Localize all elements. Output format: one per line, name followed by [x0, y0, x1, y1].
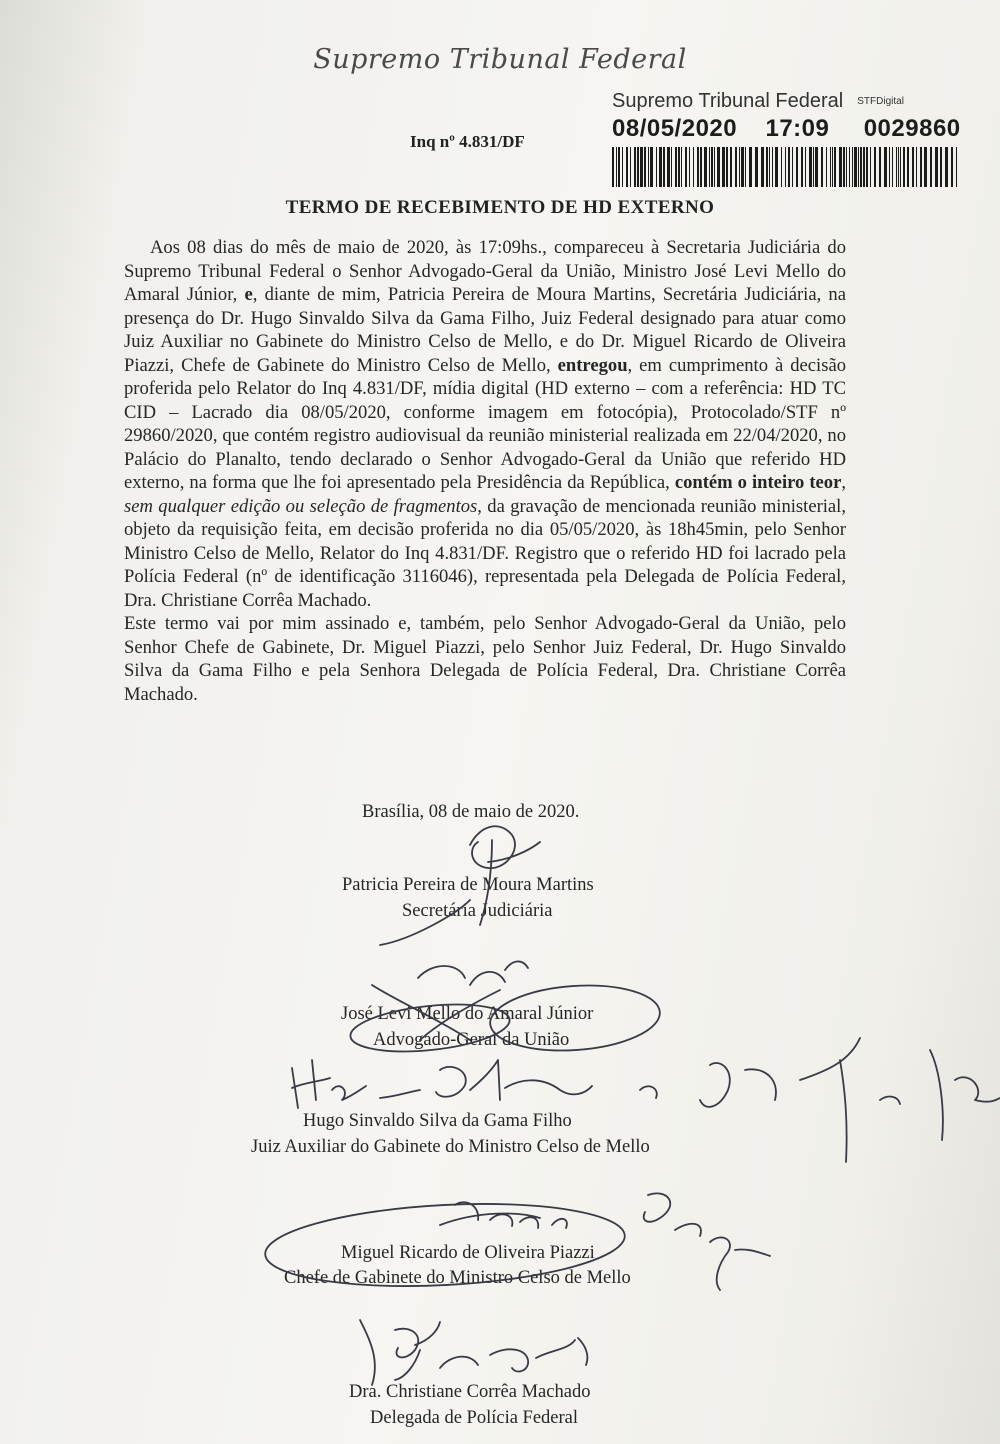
barcode-bar — [711, 147, 713, 187]
barcode-bar — [663, 147, 665, 187]
barcode-bar — [717, 147, 720, 187]
stamp-court: Supremo Tribunal Federal — [612, 90, 844, 112]
barcode-bar — [924, 147, 927, 187]
signature-5-scribble-icon — [360, 1320, 375, 1385]
barcode-bar — [834, 147, 836, 187]
barcode-bar — [801, 147, 803, 187]
barcode-bar — [852, 147, 853, 187]
barcode-bar — [634, 147, 636, 187]
barcode-bar — [612, 147, 614, 187]
barcode-bar — [940, 147, 942, 187]
barcode-bar — [858, 147, 859, 187]
signatory-role: Juiz Auxiliar do Gabinete do Ministro Celso de Mello — [251, 1137, 650, 1157]
barcode-bar — [945, 147, 948, 187]
barcode-bar — [821, 147, 823, 187]
barcode-bar — [659, 147, 662, 187]
barcode-bar — [741, 147, 744, 187]
stamp-system: STFDigital — [857, 96, 904, 108]
barcode-bar — [689, 147, 690, 187]
signatory-name: Miguel Ricardo de Oliveira Piazzi — [341, 1243, 595, 1263]
barcode-bar — [884, 147, 887, 187]
inquiry-number: Inq nº 4.831/DF — [410, 132, 525, 151]
barcode-bar — [956, 147, 957, 187]
barcode-bar — [735, 147, 737, 187]
barcode-bar — [912, 147, 914, 187]
signatory-role: Delegada de Polícia Federal — [370, 1408, 579, 1428]
barcode-bar — [671, 147, 672, 187]
signatory-name: Patricia Pereira de Moura Martins — [342, 875, 594, 895]
barcode-bar — [675, 147, 677, 187]
barcode-bar — [772, 147, 773, 187]
barcode-bar — [739, 147, 740, 187]
signature-5-icon — [395, 1322, 587, 1380]
barcode-icon — [612, 147, 957, 187]
barcode-bar — [854, 147, 857, 187]
barcode-bar — [813, 147, 814, 187]
barcode-bar — [709, 147, 710, 187]
signatory-name: José Levi Mello do Amaral Júnior — [341, 1004, 594, 1024]
signatory-role: Advogado-Geral da União — [373, 1030, 570, 1050]
barcode-bar — [697, 147, 699, 187]
barcode-bar — [935, 147, 938, 187]
barcode-bar — [903, 147, 905, 187]
barcode-bar — [761, 147, 764, 187]
barcode-bar — [898, 147, 899, 187]
barcode-bar — [896, 147, 897, 187]
barcode-bar — [809, 147, 812, 187]
signatory-role: Secretária Judiciária — [402, 901, 553, 921]
place-date: Brasília, 08 de maio de 2020. — [362, 802, 580, 822]
barcode-bar — [863, 147, 865, 187]
barcode-bar — [781, 147, 782, 187]
barcode-bar — [650, 147, 653, 187]
barcode-bar — [616, 147, 617, 187]
barcode-bar — [722, 147, 725, 187]
barcode-bar — [755, 147, 758, 187]
barcode-bar — [681, 147, 682, 187]
stamp-date: 08/05/2020 — [612, 115, 738, 142]
barcode-bar — [630, 147, 631, 187]
barcode-bar — [843, 147, 845, 187]
signature-2-icon — [372, 961, 528, 1040]
barcode-bar — [766, 147, 768, 187]
barcode-bar — [667, 147, 670, 187]
barcode-bar — [796, 147, 798, 187]
barcode-bar — [930, 147, 932, 187]
barcode-bar — [892, 147, 893, 187]
court-letterhead: Supremo Tribunal Federal — [313, 44, 687, 75]
barcode-bar — [714, 147, 715, 187]
stamp-number: 0029860 — [863, 115, 961, 142]
body-paragraph-2: Este termo vai por mim assinado e, também, pelo Senhor Advogado-Geral da União, pelo Senhor Chefe de Gabinete, Dr. Miguel Piazzi, pelo Senhor Juiz Federal, Dr. Hugo Sinvaldo Silva da Gama Filho e pela Senhora Delegada de Polícia Federal, Dra. Christiane Corrêa Machado. — [124, 613, 846, 705]
barcode-bar — [815, 147, 818, 187]
barcode-bar — [685, 147, 687, 187]
barcode-bar — [792, 147, 793, 187]
barcode-bar — [874, 147, 876, 187]
barcode-bar — [785, 147, 786, 187]
barcode-bar — [769, 147, 770, 187]
barcode-bar — [879, 147, 881, 187]
protocol-stamp — [612, 90, 961, 187]
barcode-bar — [648, 147, 649, 187]
signatory-name: Dra. Christiane Corrêa Machado — [349, 1382, 591, 1402]
barcode-bar — [749, 147, 752, 187]
barcode-bar — [726, 147, 728, 187]
barcode-bar — [644, 147, 646, 187]
barcode-bar — [951, 147, 953, 187]
barcode-bar — [889, 147, 890, 187]
barcode-bar — [693, 147, 694, 187]
barcode-bar — [870, 147, 871, 187]
barcode-bar — [907, 147, 909, 187]
barcode-bar — [860, 147, 862, 187]
barcode-bar — [637, 147, 639, 187]
barcode-bar — [920, 147, 922, 187]
barcode-bar — [830, 147, 831, 187]
barcode-bar — [788, 147, 790, 187]
body-paragraph-1: Aos 08 dias do mês de maio de 2020, às 17:09hs., compareceu à Secretaria Judiciária do Supremo Tribunal Federal o Senhor Advogado-Geral da União, Ministro José Levi Mello do Amaral Júnior, e, diante de mim, Patricia Pereira de Moura Martins, Secretária Judiciária, na presença do Dr. Hugo Sinvaldo Silva da Gama Filho, Juiz Federal designado para atuar como Juiz Auxiliar no Gabinete do Ministro Celso de Mello, e do Dr. Miguel Ricardo de Oliveira Piazzi, Chefe de Gabinete do Ministro Celso de Mello, entregou, em cumprimento à decisão proferida pelo Relator do Inq 4.831/DF, mídia digital (HD externo – com a referência: HD TC CID – Lacrado dia 08/05/2020, conforme imagem em fotocópia), Protocolado/STF nº 29860/2020, que contém registro audiovisual da reunião ministerial realizada em 22/04/2020, no Palácio do Planalto, tendo declarado o Senhor Advogado-Geral da União que referido HD externo, na forma que lhe foi apresentado pela Presidência da República, contém o inteiro teor, sem qualquer edição ou seleção de fragmentos, da gravação de mencionada reunião ministerial, objeto da requisição feita, em decisão proferida no dia 05/05/2020, às 18h45min, pelo Senhor Ministro Celso de Mello, Relator do Inq 4.831/DF. Registro que o referido HD foi lacrado pela Polícia Federal (nº de identificação 3116046), representada pela Delegada de Polícia Federal, Dra. Christiane Corrêa Machado. — [124, 237, 846, 611]
barcode-bar — [849, 147, 850, 187]
signatory-name: Hugo Sinvaldo Silva da Gama Filho — [303, 1111, 572, 1131]
barcode-bar — [805, 147, 806, 187]
barcode-bar — [640, 147, 643, 187]
barcode-bar — [839, 147, 842, 187]
barcode-bar — [700, 147, 702, 187]
barcode-bar — [916, 147, 917, 187]
document-body — [124, 236, 846, 706]
barcode-bar — [826, 147, 827, 187]
barcode-bar — [618, 147, 620, 187]
barcode-bar — [704, 147, 707, 187]
barcode-bar — [730, 147, 732, 187]
barcode-bar — [745, 147, 746, 187]
stamp-time: 17:09 — [765, 115, 830, 142]
barcode-bar — [656, 147, 657, 187]
barcode-bar — [626, 147, 628, 187]
barcode-bar — [900, 147, 901, 187]
signatory-role: Chefe de Gabinete do Ministro Celso de Mello — [284, 1268, 631, 1288]
barcode-bar — [866, 147, 868, 187]
document-title: TERMO DE RECEBIMENTO DE HD EXTERNO — [285, 197, 715, 218]
barcode-bar — [775, 147, 778, 187]
barcode-bar — [678, 147, 680, 187]
barcode-bar — [846, 147, 847, 187]
barcode-bar — [832, 147, 833, 187]
barcode-bar — [622, 147, 623, 187]
